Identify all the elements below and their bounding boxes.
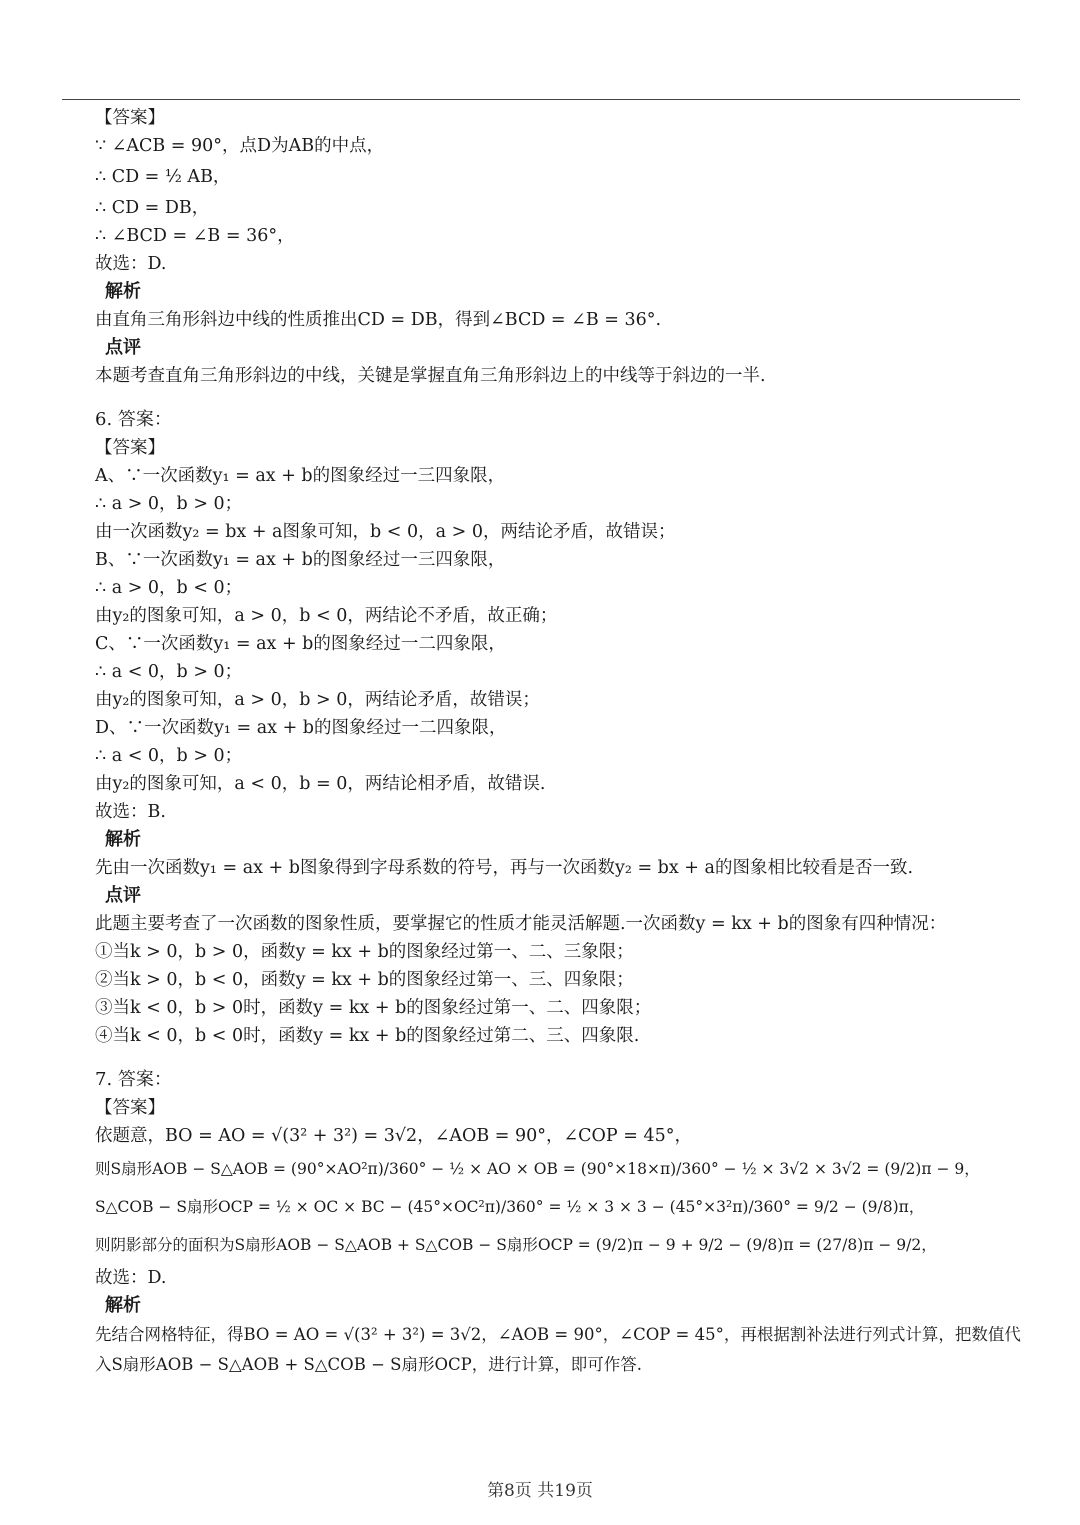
text-line: B、∵一次函数y₁ = ax + b的图象经过一三四象限，: [95, 550, 506, 570]
section-heading: 点评: [105, 337, 141, 358]
text-line: ∴ a < 0，b > 0；: [95, 662, 243, 682]
question-number: 6. 答案：: [95, 409, 172, 430]
text-line: ∴ a < 0，b > 0；: [95, 746, 243, 766]
page-content: [95, 104, 1030, 1380]
text-line: C、∵一次函数y₁ = ax + b的图象经过一二四象限，: [95, 634, 506, 654]
text-line: 故选：D.: [95, 254, 167, 274]
page-footer: 第8页 共19页: [487, 1481, 593, 1501]
text-line: D、∵一次函数y₁ = ax + b的图象经过一二四象限，: [95, 718, 507, 738]
text-line: ①当k > 0，b > 0，函数y = kx + b的图象经过第一、二、三象限；: [95, 942, 634, 962]
text-line: 由y₂的图象可知，a < 0，b = 0，两结论相矛盾，故错误.: [95, 774, 546, 794]
header-rule: [62, 99, 1020, 100]
answer-tag: 【答案】: [95, 108, 165, 128]
text-line: 依题意，BO = AO = √(3² + 3²) = 3√2，∠AOB = 90°，∠COP = 45°，: [95, 1126, 692, 1146]
text-line: ∴ a > 0，b > 0；: [95, 494, 243, 514]
question-number: 7. 答案：: [95, 1069, 172, 1090]
text-line: 由一次函数y₂ = bx + a图象可知，b < 0，a > 0，两结论矛盾，故错误；: [95, 522, 676, 542]
text-line: 此题主要考查了一次函数的图象性质，要掌握它的性质才能灵活解题.一次函数y = kx + b的图象有四种情况：: [95, 914, 947, 934]
text-line: ②当k > 0，b < 0，函数y = kx + b的图象经过第一、三、四象限；: [95, 970, 634, 990]
text-line: 由y₂的图象可知，a > 0，b < 0，两结论不矛盾，故正确；: [95, 606, 558, 626]
text-line: ④当k < 0，b < 0时，函数y = kx + b的图象经过第二、三、四象限.: [95, 1026, 640, 1046]
section-heading: 点评: [105, 885, 141, 906]
text-line: 本题考查直角三角形斜边的中线，关键是掌握直角三角形斜边上的中线等于斜边的一半.: [95, 366, 766, 386]
section-heading: 解析: [105, 281, 141, 302]
formula-line: 则阴影部分的面积为S扇形AOB − S△AOB + S△COB − S扇形OCP = (9/2)π − 9 + 9/2 − (9/8)π = (27/8)π − 9/2，: [95, 1236, 937, 1254]
text-line: ∴ CD = DB，: [95, 198, 210, 218]
text-line: ∴ a > 0，b < 0；: [95, 578, 243, 598]
text-line: 先由一次函数y₁ = ax + b图象得到字母系数的符号，再与一次函数y₂ = bx + a的图象相比较看是否一致.: [95, 858, 914, 878]
text-line: 先结合网格特征，得BO = AO = √(3² + 3²) = 3√2，∠AOB = 90°，∠COP = 45°，再根据割补法进行列式计算，把数值代入S扇形AOB − S△AOB + S△COB − S扇形OCP，进行计算，即可作答.: [95, 1325, 1021, 1374]
section-heading: 解析: [105, 829, 141, 850]
section-heading: 解析: [105, 1295, 141, 1316]
text-line: ∴ ∠BCD = ∠B = 36°，: [95, 226, 295, 246]
answer-tag: 【答案】: [95, 1098, 165, 1118]
text-line: A、∵一次函数y₁ = ax + b的图象经过一三四象限，: [95, 466, 506, 486]
text-line: ③当k < 0，b > 0时，函数y = kx + b的图象经过第一、二、四象限；: [95, 998, 652, 1018]
text-line: ∵ ∠ACB = 90°，点D为AB的中点，: [95, 136, 385, 156]
answer-tag: 【答案】: [95, 438, 165, 458]
formula-line: 则S扇形AOB − S△AOB = (90°×AO²π)/360° − ½ × AO × OB = (90°×18×π)/360° − ½ × 3√2 × 3√2 = (9/2)π − 9，: [95, 1160, 980, 1178]
text-line: 由直角三角形斜边中线的性质推出CD = DB，得到∠BCD = ∠B = 36°.: [95, 310, 662, 330]
text-line: 由y₂的图象可知，a > 0，b > 0，两结论矛盾，故错误；: [95, 690, 540, 710]
text-line: 故选：D.: [95, 1268, 167, 1288]
text-line: 故选：B.: [95, 802, 166, 822]
text-line: ∴ CD = ½ AB，: [95, 167, 231, 187]
formula-line: S△COB − S扇形OCP = ½ × OC × BC − (45°×OC²π)/360° = ½ × 3 × 3 − (45°×3²π)/360° = 9/2 − (9/8)π，: [95, 1198, 925, 1216]
